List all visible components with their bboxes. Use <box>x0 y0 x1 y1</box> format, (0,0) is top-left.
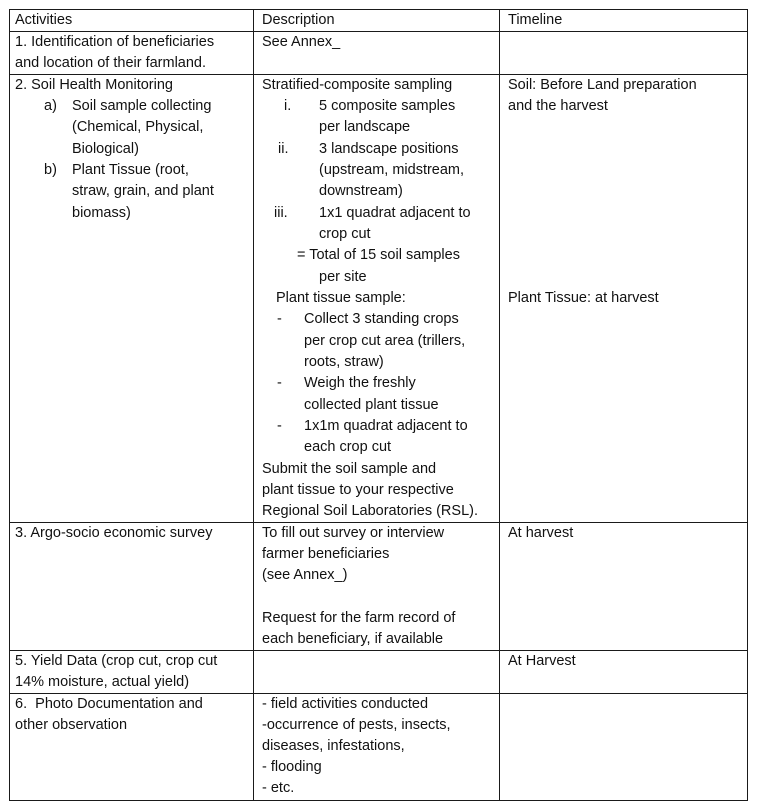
total-line: = Total of 15 soil samples <box>297 247 460 263</box>
roman-line: 5 composite samples <box>319 98 456 114</box>
row5-description-line: - field activities conducted <box>262 696 429 712</box>
dash-line: Weigh the freshly <box>304 375 416 391</box>
row3-description-line: farmer beneficiaries <box>262 546 390 562</box>
table-border-bottom <box>9 800 748 801</box>
dash-line: collected plant tissue <box>304 397 439 413</box>
submit-line: Regional Soil Laboratories (RSL). <box>262 503 478 519</box>
table-border-top <box>9 9 748 10</box>
roman-line: per landscape <box>319 119 411 135</box>
row3-description-line: To fill out survey or interview <box>262 525 445 541</box>
dash-line: each crop cut <box>304 439 392 455</box>
timeline-plant-line: Plant Tissue: at harvest <box>508 290 659 306</box>
row3-description-line: Request for the farm record of <box>262 610 456 626</box>
dash-marker: - <box>277 311 282 327</box>
dash-line: per crop cut area (trillers, <box>304 333 466 349</box>
header-activities: Activities <box>15 12 73 28</box>
roman-line: downstream) <box>319 183 403 199</box>
row1-activity-line: and location of their farmland. <box>15 55 207 71</box>
row5-description-line: - etc. <box>262 780 295 796</box>
sub-item-marker: a) <box>44 98 57 114</box>
roman-line: crop cut <box>319 226 371 242</box>
sub-item-line: Soil sample collecting <box>72 98 212 114</box>
row4-activity-line: 14% moisture, actual yield) <box>15 674 190 690</box>
row1-description: See Annex_ <box>262 34 341 50</box>
row3-description-line: each beneficiary, if available <box>262 631 444 647</box>
activities-table <box>9 9 748 801</box>
header-timeline: Timeline <box>508 12 563 28</box>
row5-description-line: - flooding <box>262 759 322 775</box>
sub-item-line: biomass) <box>72 205 131 221</box>
row4-activity-line: 5. Yield Data (crop cut, crop cut <box>15 653 218 669</box>
submit-line: plant tissue to your respective <box>262 482 454 498</box>
roman-marker: iii. <box>274 205 288 221</box>
roman-line: 1x1 quadrat adjacent to <box>319 205 471 221</box>
row1-activity-line: 1. Identification of beneficiaries <box>15 34 215 50</box>
header-description: Description <box>262 12 335 28</box>
dash-marker: - <box>277 418 282 434</box>
roman-line: (upstream, midstream, <box>319 162 465 178</box>
table-border-right <box>747 9 748 801</box>
row3-activity: 3. Argo-socio economic survey <box>15 525 213 541</box>
timeline-soil-line: and the harvest <box>508 98 608 114</box>
sub-item-marker: b) <box>44 162 57 178</box>
row5-activity-line: other observation <box>15 717 128 733</box>
row2-activity-title: 2. Soil Health Monitoring <box>15 77 173 93</box>
roman-line: 3 landscape positions <box>319 141 459 157</box>
sub-item-line: straw, grain, and plant <box>72 183 214 199</box>
sub-item-line: Biological) <box>72 141 139 157</box>
timeline-soil-line: Soil: Before Land preparation <box>508 77 697 93</box>
row5-description-line: diseases, infestations, <box>262 738 405 754</box>
row5-activity-line: 6. Photo Documentation and <box>15 696 203 712</box>
dash-line: Collect 3 standing crops <box>304 311 459 327</box>
row4-timeline: At Harvest <box>508 653 576 669</box>
dash-marker: - <box>277 375 282 391</box>
sub-item-line: (Chemical, Physical, <box>72 119 204 135</box>
submit-line: Submit the soil sample and <box>262 461 437 477</box>
total-line: per site <box>319 269 367 285</box>
row5-description-line: -occurrence of pests, insects, <box>262 717 451 733</box>
column-divider <box>253 9 254 801</box>
dash-line: roots, straw) <box>304 354 384 370</box>
sampling-intro: Stratified-composite sampling <box>262 77 453 93</box>
roman-marker: i. <box>284 98 292 114</box>
plant-tissue-heading: Plant tissue sample: <box>276 290 406 306</box>
sub-item-line: Plant Tissue (root, <box>72 162 189 178</box>
dash-line: 1x1m quadrat adjacent to <box>304 418 468 434</box>
column-divider <box>499 9 500 801</box>
row3-description-line: (see Annex_) <box>262 567 348 583</box>
roman-marker: ii. <box>278 141 289 157</box>
table-border-left <box>9 9 10 801</box>
row3-timeline: At harvest <box>508 525 574 541</box>
